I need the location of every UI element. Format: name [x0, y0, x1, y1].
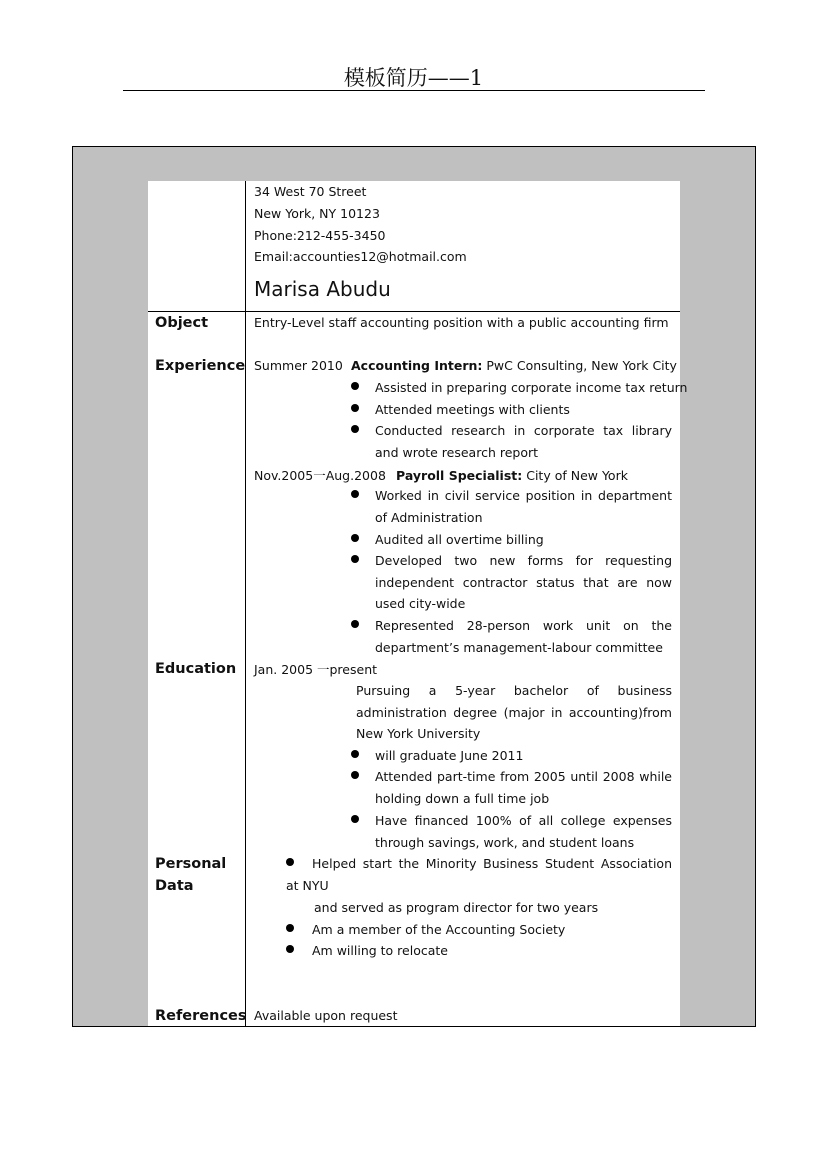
bullet-icon: [351, 404, 359, 412]
personal-item-1-cont: and served as program director for two years: [314, 900, 599, 915]
label-personal: Personal: [155, 856, 227, 872]
job2-bullet-4: Represented 28-person work unit on the department’s management-labour committee: [375, 618, 672, 655]
education-bullet-1: will graduate June 2011: [375, 748, 524, 763]
candidate-name: Marisa Abudu: [254, 277, 391, 301]
job1-date: Summer 2010: [254, 358, 343, 373]
personal-item-3: Am willing to relocate: [312, 943, 448, 958]
bullet-icon: [351, 425, 359, 433]
phone: Phone:212-455-3450: [254, 228, 386, 243]
bullet-icon: [351, 382, 359, 390]
job2-title: Payroll Specialist:: [396, 468, 523, 483]
job1-title: Accounting Intern:: [351, 358, 483, 373]
job2-heading: [396, 465, 628, 487]
bullet-icon: [351, 815, 359, 823]
bullet-icon: [351, 750, 359, 758]
job2-org: City of New York: [522, 468, 628, 483]
resume-frame: [72, 146, 756, 1027]
references-text: Available upon request: [254, 1008, 398, 1023]
job1-bullet-2: Attended meetings with clients: [375, 402, 570, 417]
personal-item-1: Helped start the Minority Business Student Association at NYU: [286, 856, 672, 893]
job1-heading: [351, 355, 677, 377]
bullet-icon: [286, 945, 294, 953]
email: Email:accounties12@hotmail.com: [254, 249, 467, 264]
bullet-icon: [351, 771, 359, 779]
label-education: Education: [155, 661, 237, 677]
column-divider: [245, 181, 246, 1026]
label-references: References: [155, 1008, 247, 1024]
address-line-2: New York, NY 10123: [254, 206, 380, 221]
job1-org: PwC Consulting, New York City: [482, 358, 677, 373]
page-title: 模板简历——1: [343, 66, 484, 90]
education-bullet-2: Attended part-time from 2005 until 2008 while holding down a full time job: [375, 769, 672, 806]
education-date: Jan. 2005 一present: [254, 662, 378, 677]
job1-bullet-1: Assisted in preparing corporate income tax return: [375, 380, 688, 395]
label-experience: Experience: [155, 358, 246, 374]
personal-item-2: Am a member of the Accounting Society: [312, 922, 566, 937]
bullet-icon: [351, 534, 359, 542]
job2-date: Nov.2005一Aug.2008: [254, 468, 386, 483]
job2-bullet-3: Developed two new forms for requesting independent contractor status that are now used city-wide: [375, 553, 672, 612]
title-underline: [123, 90, 705, 91]
job2-bullet-1: Worked in civil service position in department of Administration: [375, 488, 672, 525]
resume-sheet: [148, 181, 688, 1026]
education-desc: Pursuing a 5-year bachelor of business administration degree (major in accounting)from New York University: [356, 683, 672, 742]
label-data: Data: [155, 878, 194, 894]
address-line-1: 34 West 70 Street: [254, 184, 367, 199]
job2-bullet-2: Audited all overtime billing: [375, 532, 544, 547]
job1-bullet-3: Conducted research in corporate tax library and wrote research report: [375, 423, 672, 460]
bullet-icon: [351, 490, 359, 498]
education-bullet-3: Have financed 100% of all college expenses through savings, work, and student loans: [375, 813, 672, 850]
label-object: Object: [155, 315, 209, 331]
bullet-icon: [286, 924, 294, 932]
object-text: Entry-Level staff accounting position with a public accounting firm: [254, 315, 669, 330]
bullet-icon: [351, 555, 359, 563]
bullet-icon: [351, 620, 359, 628]
